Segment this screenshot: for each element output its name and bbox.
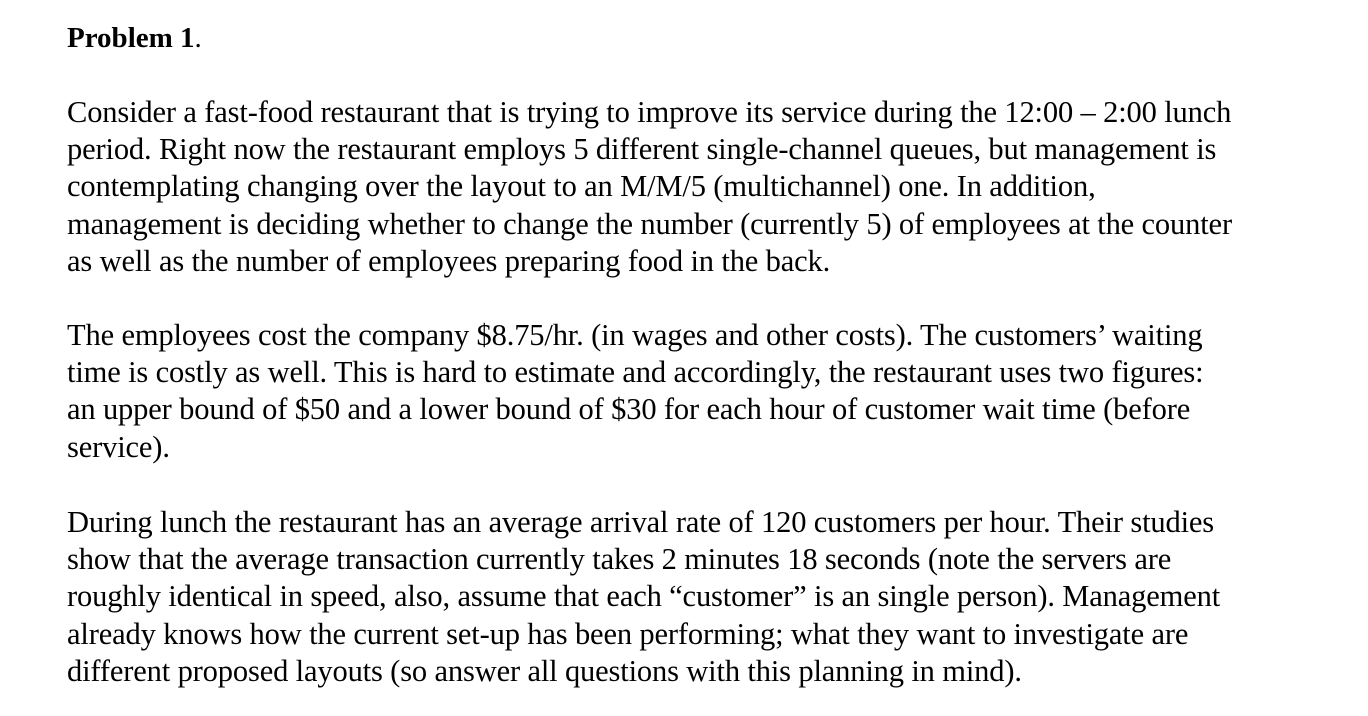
paragraph-line: The employees cost the company $8.75/hr. (in wages and other costs). The customers’ waiting: [67, 318, 1203, 352]
paragraph-costs: [67, 317, 1342, 466]
paragraph-line: management is deciding whether to change the number (currently 5) of employees at the counter: [67, 206, 1232, 241]
paragraph-line: as well as the number of employees preparing food in the back.: [67, 243, 831, 278]
problem-title: [67, 20, 202, 57]
paragraph-line: contemplating changing over the layout to an M/M/5 (multichannel) one. In addition,: [67, 169, 1096, 204]
paragraph-line: show that the average transaction currently takes 2 minutes 18 seconds (note the servers are: [67, 542, 1172, 577]
paragraph-line: already knows how the current set-up has been performing; what they want to investigate are: [67, 616, 1189, 651]
problem-title-bold: Problem 1: [67, 22, 195, 54]
paragraph-restaurant-setup: [67, 94, 1342, 280]
paragraph-line: period. Right now the restaurant employs 5 different single-channel queues, but management is: [67, 132, 1217, 167]
paragraph-line: During lunch the restaurant has an average arrival rate of 120 customers per hour. Their studies: [67, 505, 1215, 539]
paragraph-arrival-rate: [67, 504, 1342, 690]
problem-title-punct: .: [194, 22, 202, 54]
paragraph-line: Consider a fast-food restaurant that is trying to improve its service during the 12:00 – 2:00 lunch: [67, 95, 1232, 129]
paragraph-line: service).: [67, 429, 170, 464]
paragraph-line: different proposed layouts (so answer all questions with this planning in mind).: [67, 653, 1022, 688]
paragraph-line: an upper bound of $50 and a lower bound of $30 for each hour of customer wait time (before: [67, 392, 1191, 427]
paragraph-line: time is costly as well. This is hard to estimate and accordingly, the restaurant uses two figures:: [67, 355, 1204, 390]
paragraph-line: roughly identical in speed, also, assume that each “customer” is an single person). Management: [67, 579, 1221, 614]
